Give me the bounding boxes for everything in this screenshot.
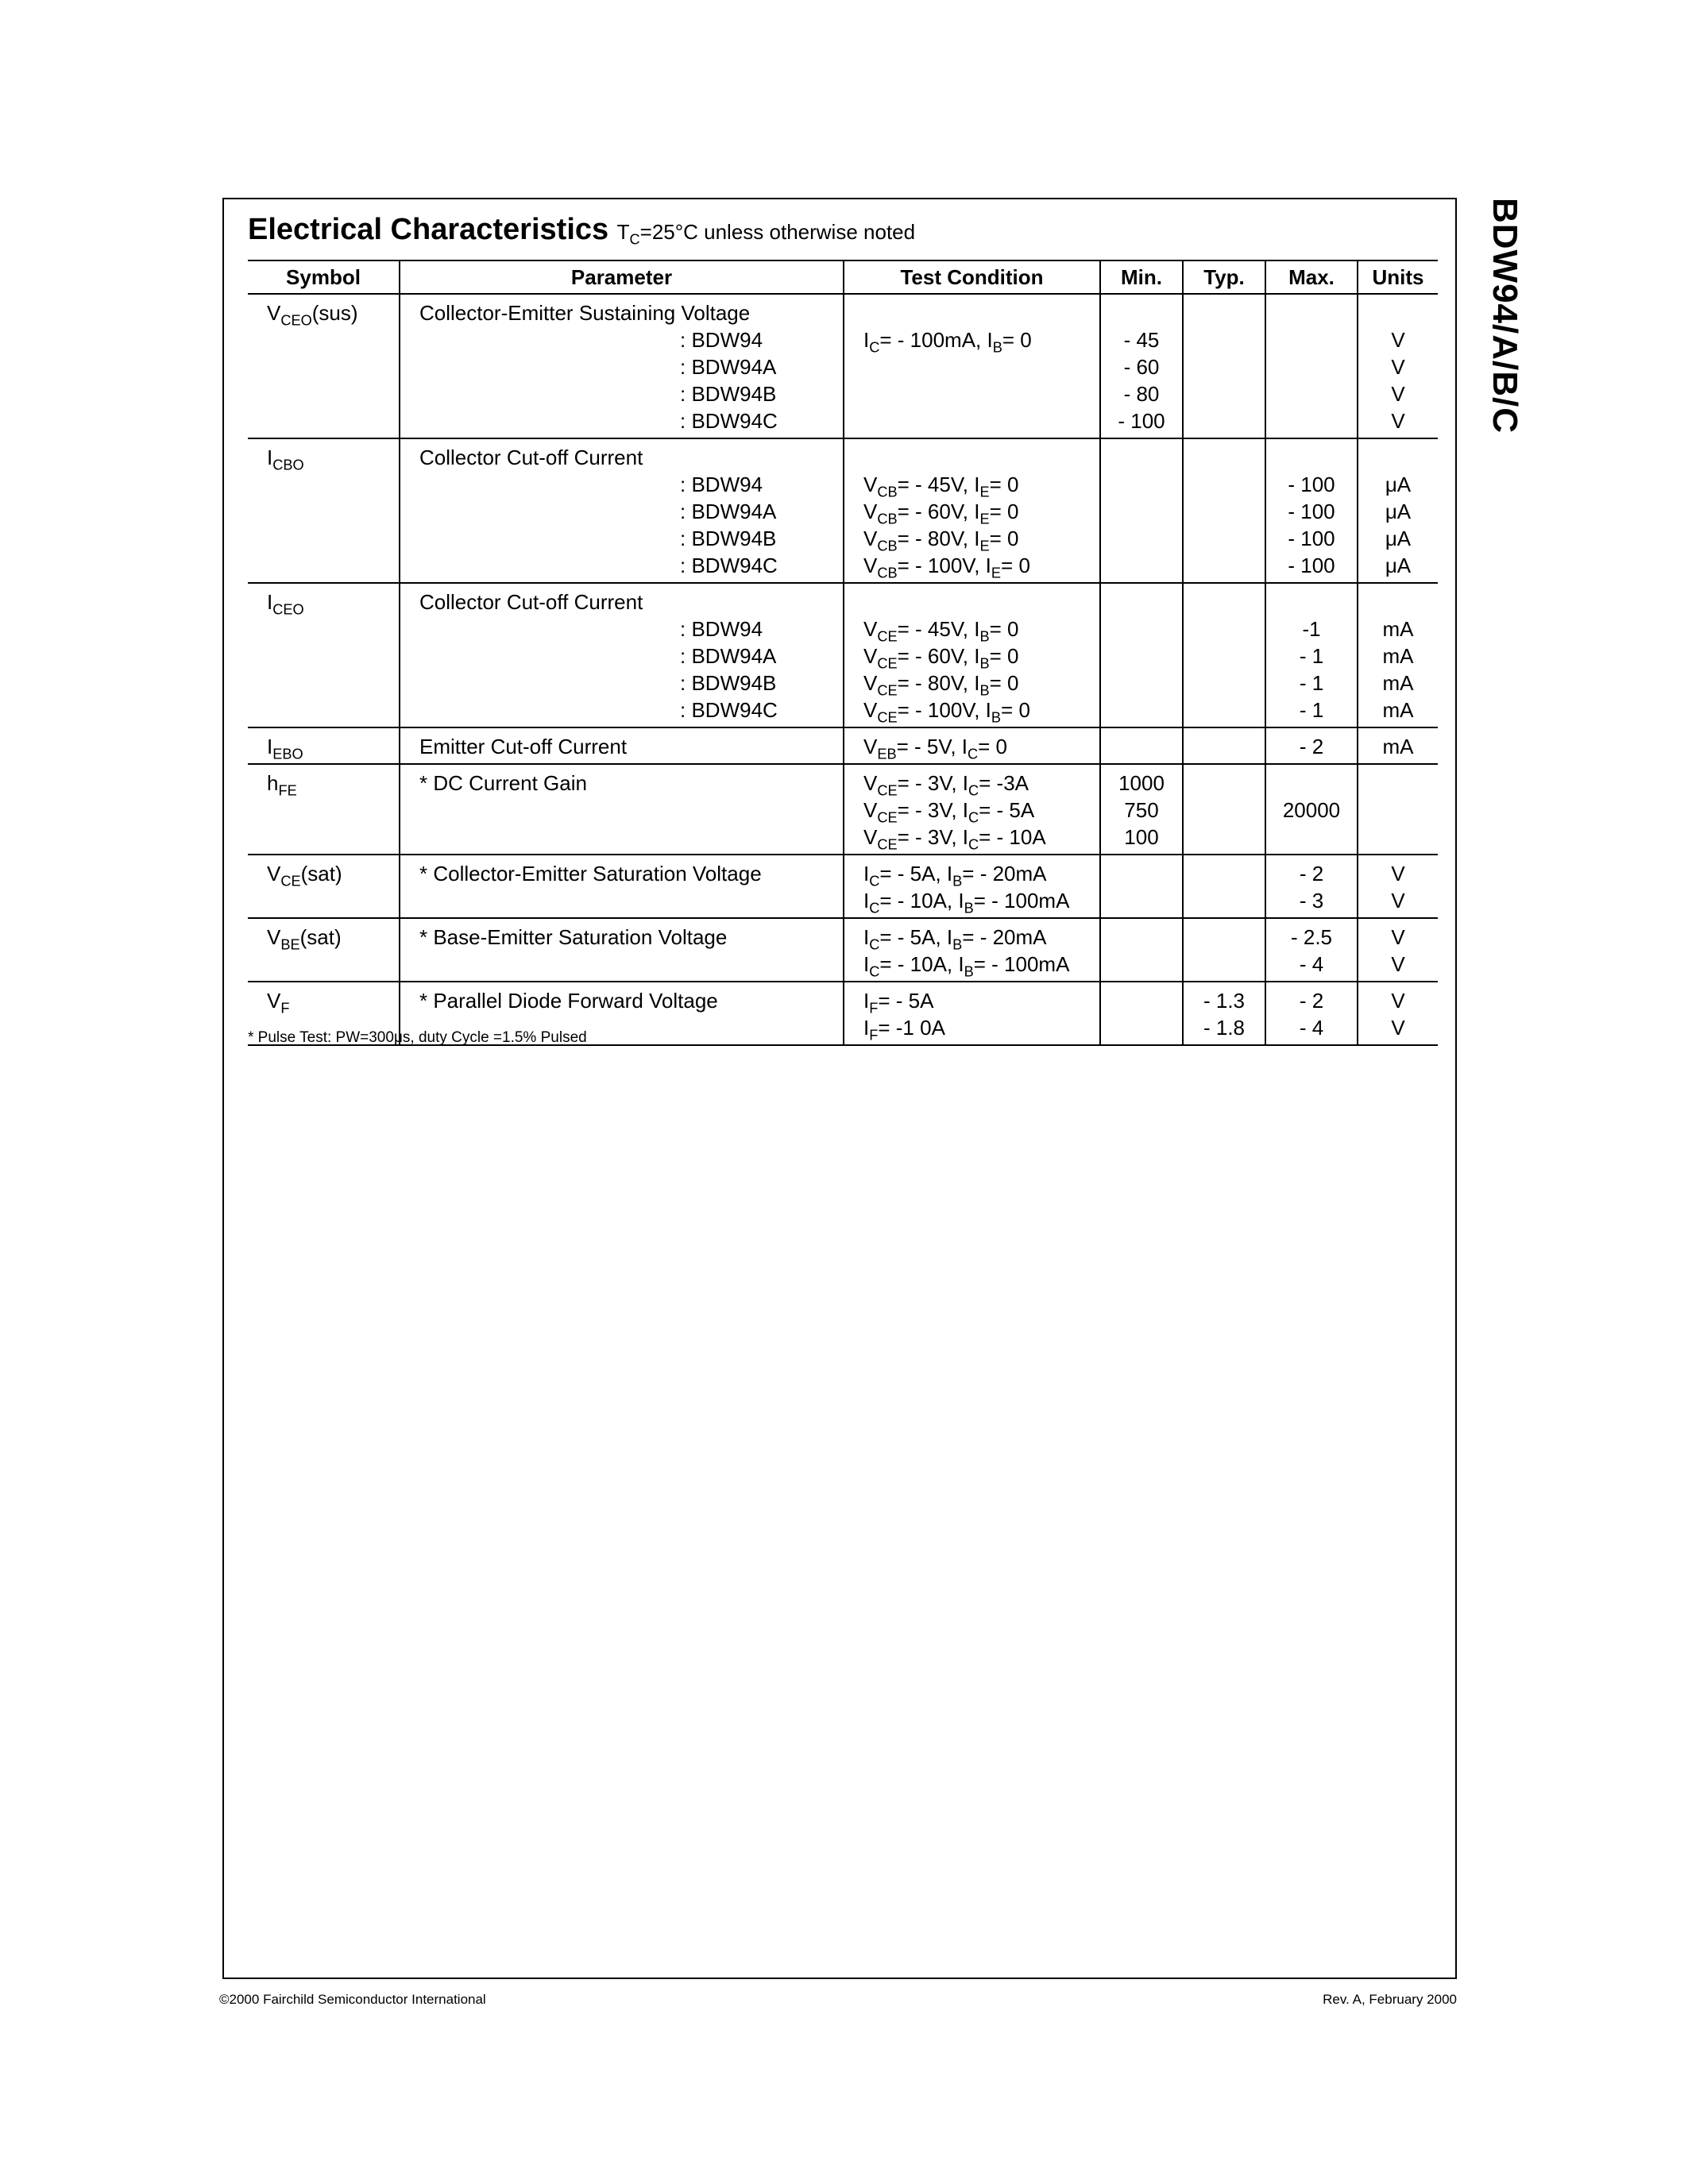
min-cell [1100,918,1183,982]
test-condition-line: $I_F= -1$ 0A [863,1016,945,1044]
test-condition-cell [844,764,1100,855]
units-cell-value: mA [1382,698,1414,722]
heading-cond-post: =25°C unless otherwise noted [639,220,916,244]
heading-condition [616,220,916,248]
test-condition-cell [844,982,1100,1045]
typ-cell-value [1184,407,1265,434]
parameter-cell [400,855,844,918]
test-condition-cell [844,583,1100,727]
heading-title: Electrical Characteristics [248,213,609,246]
min-cell-value [1101,525,1182,552]
table-row [248,764,1438,855]
test-condition-cell [844,727,1100,764]
min-cell-value: - 45 [1123,328,1160,352]
max-cell-value [1266,444,1357,471]
footer-copyright: ©2000 Fairchild Semiconductor International [219,1992,486,2007]
max-cell [1265,764,1358,855]
parameter-name: * Base-Emitter Saturation Voltage [419,925,728,949]
units-cell [1358,855,1438,918]
test-condition-line [863,353,1099,380]
typ-cell-value [1184,471,1265,498]
units-cell-value [1358,797,1438,824]
units-cell [1358,918,1438,982]
units-cell [1358,764,1438,855]
min-cell-value [1101,669,1182,696]
max-cell [1265,727,1358,764]
side-part-number [1468,198,1541,452]
table-row [248,727,1438,764]
symbol-cell: $I_{EBO}$ [248,727,400,764]
test-condition-line: $V_{CB}= - 80V$, $I_E= 0$ [863,527,1019,554]
typ-cell-value [1184,860,1265,887]
device-variant: : BDW94A [680,500,777,523]
device-variant: : BDW94C [680,554,778,577]
device-variant: : BDW94 [680,617,763,641]
units-cell-value [1358,770,1438,797]
footnote: * Pulse Test: PW=300μs, duty Cycle =1.5% Pulsed [248,1029,587,1046]
test-condition-cell [844,294,1100,438]
typ-cell-value [1184,353,1265,380]
min-cell-value: 100 [1124,825,1159,849]
typ-cell-value [1184,380,1265,407]
electrical-characteristics-table [248,260,1438,1046]
symbol-cell: $V_{CEO}(sus)$ [248,294,400,438]
min-cell [1100,764,1183,855]
max-cell [1265,294,1358,438]
min-cell-value [1101,987,1182,1014]
typ-cell-value [1184,498,1265,525]
test-condition-line: $V_{CE}= - 3V$, $I_C= - 10A$ [863,825,1046,853]
test-condition-line [863,299,1099,326]
units-cell-value: V [1391,1016,1405,1040]
col-header-units: Units [1358,260,1438,294]
device-variant: : BDW94 [680,328,763,352]
units-cell-value: μA [1385,473,1412,496]
table-row [248,583,1438,727]
symbol-cell: $V_F$ [248,982,400,1045]
symbol-cell: $I_{CBO}$ [248,438,400,583]
units-cell-value: V [1391,989,1405,1013]
test-condition-line: $I_C= - 10A$, $I_B= - 100mA$ [863,889,1070,916]
max-cell-value [1266,770,1357,797]
min-cell-value [1101,696,1182,723]
typ-cell-value [1184,770,1265,797]
typ-cell [1183,294,1265,438]
col-header-symbol: Symbol [248,260,400,294]
col-header-parameter: Parameter [400,260,844,294]
max-cell-value [1266,380,1357,407]
device-variant: : BDW94B [680,527,777,550]
max-cell-value: - 100 [1288,473,1335,496]
typ-cell [1183,583,1265,727]
test-condition-line: $V_{CE}= - 3V$, $I_C= - 5A$ [863,798,1035,826]
test-condition-line: $I_F= - 5A$ [863,989,934,1017]
col-header-typ: Typ. [1183,260,1265,294]
units-cell-value: V [1391,355,1405,379]
typ-cell-value [1184,525,1265,552]
max-cell-value [1266,407,1357,434]
device-variant: : BDW94 [680,473,763,496]
typ-cell [1183,982,1265,1045]
test-condition-line: $V_{CB}= - 45V$, $I_E= 0$ [863,473,1019,500]
test-condition-line [863,588,1099,615]
footer-revision: Rev. A, February 2000 [1323,1992,1457,2007]
min-cell-value [1101,860,1182,887]
typ-cell-value [1184,588,1265,615]
min-cell [1100,727,1183,764]
parameter-cell [400,727,844,764]
device-variant: : BDW94B [680,382,777,406]
max-cell-value: - 100 [1288,500,1335,523]
test-condition-line [863,407,1099,434]
test-condition-line: $V_{CB}= - 60V$, $I_E= 0$ [863,500,1019,527]
parameter-name: * Collector-Emitter Saturation Voltage [419,862,762,886]
max-cell-value: 20000 [1282,798,1341,822]
min-cell-value [1101,299,1182,326]
typ-cell [1183,438,1265,583]
typ-cell-value [1184,924,1265,951]
units-cell-value: V [1391,409,1405,433]
parameter-name: Emitter Cut-off Current [419,735,628,758]
test-condition-line: $V_{CE}= - 3V$, $I_C= -3A$ [863,771,1029,799]
min-cell-value [1101,498,1182,525]
min-cell-value: - 60 [1123,355,1160,379]
test-condition-line: $V_{CE}= - 60V$, $I_B= 0$ [863,644,1019,672]
min-cell-value [1101,444,1182,471]
min-cell [1100,294,1183,438]
table-row [248,918,1438,982]
test-condition-cell [844,918,1100,982]
symbol-cell: $V_{BE}(sat)$ [248,918,400,982]
parameter-name: Collector Cut-off Current [419,590,643,614]
device-variant: : BDW94C [680,409,778,433]
test-condition-line: $I_C= - 10A$, $I_B= - 100mA$ [863,952,1070,980]
min-cell-value [1101,1014,1182,1041]
typ-cell-value [1184,797,1265,824]
max-cell-value [1266,588,1357,615]
typ-cell-value [1184,887,1265,914]
max-cell-value: - 2.5 [1290,925,1333,949]
typ-cell [1183,855,1265,918]
test-condition-cell [844,438,1100,583]
test-condition-line: $V_{CB}= - 100V$, $I_E= 0$ [863,554,1030,581]
typ-cell-value [1184,642,1265,669]
typ-cell [1183,764,1265,855]
units-cell-value: mA [1382,617,1414,641]
units-cell [1358,583,1438,727]
units-cell-value: mA [1382,735,1414,758]
max-cell [1265,855,1358,918]
max-cell [1265,918,1358,982]
typ-cell-value [1184,444,1265,471]
units-cell-value: V [1391,889,1405,913]
min-cell-value [1101,471,1182,498]
units-cell-value: mA [1382,644,1414,668]
units-cell-value [1358,824,1438,851]
typ-cell [1183,918,1265,982]
heading-cond-sub: C [629,231,640,248]
max-cell [1265,438,1358,583]
units-cell-value [1358,588,1438,615]
units-cell-value: μA [1385,554,1412,577]
parameter-cell [400,438,844,583]
max-cell-value: - 4 [1299,952,1324,976]
min-cell-value [1101,588,1182,615]
test-condition-line [863,380,1099,407]
max-cell-value: - 4 [1299,1016,1324,1040]
max-cell-value: - 2 [1299,735,1324,758]
symbol-cell: $V_{CE}(sat)$ [248,855,400,918]
typ-cell-value [1184,615,1265,642]
parameter-name: * DC Current Gain [419,771,587,795]
max-cell-value [1266,353,1357,380]
units-cell [1358,294,1438,438]
min-cell-value [1101,733,1182,760]
units-cell-value: V [1391,328,1405,352]
typ-cell [1183,727,1265,764]
test-condition-line: $V_{CE}= - 100V$, $I_B= 0$ [863,698,1030,726]
parameter-cell [400,764,844,855]
min-cell-value: 750 [1124,798,1159,822]
typ-cell-value [1184,669,1265,696]
table-header-row [248,260,1438,294]
device-variant: : BDW94A [680,644,777,668]
min-cell-value [1101,951,1182,978]
min-cell-value [1101,887,1182,914]
min-cell [1100,583,1183,727]
max-cell-value [1266,326,1357,353]
min-cell [1100,855,1183,918]
typ-cell-value [1184,824,1265,851]
test-condition-line: $I_C= - 5A$, $I_B= - 20mA$ [863,862,1047,889]
max-cell-value: - 1 [1299,644,1324,668]
max-cell-value [1266,299,1357,326]
units-cell [1358,982,1438,1045]
symbol-cell: $I_{CEO}$ [248,583,400,727]
typ-cell-value [1184,326,1265,353]
parameter-name: * Parallel Diode Forward Voltage [419,989,718,1013]
min-cell-value: - 100 [1118,409,1165,433]
units-cell [1358,438,1438,583]
typ-cell-value [1184,733,1265,760]
parameter-cell [400,583,844,727]
min-cell-value [1101,924,1182,951]
parameter-name: Collector Cut-off Current [419,446,643,469]
col-header-max: Max. [1265,260,1358,294]
units-cell-value: mA [1382,671,1414,695]
max-cell [1265,583,1358,727]
typ-cell-value [1184,951,1265,978]
table-row [248,438,1438,583]
table-body [248,294,1438,1045]
max-cell-value: - 2 [1299,989,1324,1013]
max-cell-value [1266,824,1357,851]
device-variant: : BDW94A [680,355,777,379]
typ-cell-value [1184,696,1265,723]
parameter-cell [400,918,844,982]
typ-cell-value: - 1.3 [1203,989,1246,1013]
max-cell-value: - 100 [1288,527,1335,550]
min-cell-value [1101,552,1182,579]
test-condition-line: $I_C= - 5A$, $I_B= - 20mA$ [863,925,1047,953]
test-condition-line [863,444,1099,471]
col-header-min: Min. [1100,260,1183,294]
min-cell [1100,438,1183,583]
max-cell-value: - 100 [1288,554,1335,577]
test-condition-cell [844,855,1100,918]
col-header-test-condition: Test Condition [844,260,1100,294]
table-row [248,294,1438,438]
parameter-cell [400,294,844,438]
typ-cell-value [1184,299,1265,326]
max-cell-value: - 1 [1299,698,1324,722]
test-condition-line: $V_{EB}= - 5V$, $I_C= 0$ [863,735,1007,762]
units-cell-value: V [1391,862,1405,886]
section-heading [248,213,915,247]
min-cell-value: 1000 [1118,771,1165,795]
units-cell-value: μA [1385,500,1412,523]
min-cell-value [1101,642,1182,669]
min-cell-value: - 80 [1123,382,1160,406]
min-cell [1100,982,1183,1045]
max-cell-value: - 3 [1299,889,1324,913]
device-variant: : BDW94B [680,671,777,695]
units-cell [1358,727,1438,764]
symbol-cell: $h_{FE}$ [248,764,400,855]
heading-cond-pre: T [616,220,630,244]
side-part-number-text: BDW94/A/B/C [1485,198,1524,434]
max-cell-value: -1 [1302,617,1321,641]
max-cell-value: - 1 [1299,671,1324,695]
test-condition-line: $I_C= - 100mA$, $I_B= 0$ [863,328,1032,356]
units-cell-value [1358,444,1438,471]
min-cell-value [1101,615,1182,642]
max-cell-value: - 2 [1299,862,1324,886]
parameter-name: Collector-Emitter Sustaining Voltage [419,301,751,325]
device-variant: : BDW94C [680,698,778,722]
test-condition-line: $V_{CE}= - 80V$, $I_B= 0$ [863,671,1019,699]
units-cell-value: μA [1385,527,1412,550]
test-condition-line: $V_{CE}= - 45V$, $I_B= 0$ [863,617,1019,645]
units-cell-value: V [1391,952,1405,976]
typ-cell-value: - 1.8 [1203,1016,1246,1040]
max-cell [1265,982,1358,1045]
units-cell-value: V [1391,382,1405,406]
units-cell-value: V [1391,925,1405,949]
units-cell-value [1358,299,1438,326]
table-row [248,855,1438,918]
typ-cell-value [1184,552,1265,579]
